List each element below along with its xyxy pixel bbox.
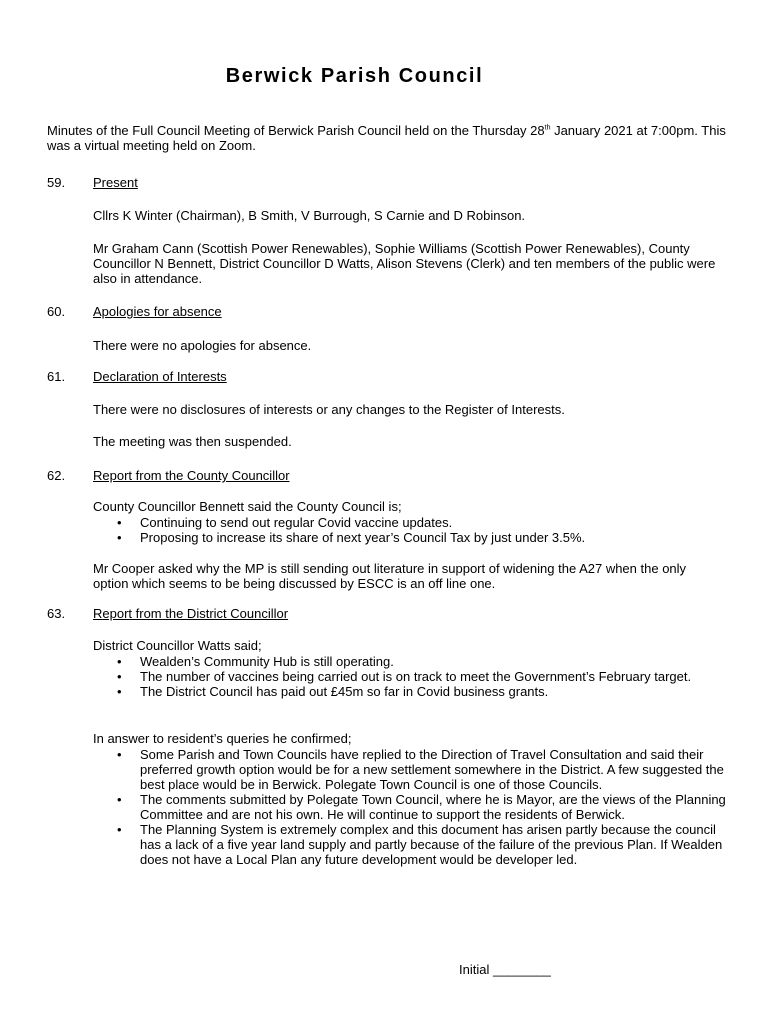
section-intro: District Councillor Watts said; — [93, 638, 262, 653]
intro-superscript: th — [544, 124, 551, 132]
section-heading: Present — [93, 175, 138, 190]
section-number: 59. — [47, 175, 66, 190]
page-title: Berwick Parish Council — [225, 65, 484, 87]
section-heading: Report from the County Councillor — [93, 468, 290, 483]
intro-paragraph — [47, 123, 727, 153]
initial-signature-line: Initial ________ — [459, 962, 551, 977]
bullet-list — [93, 515, 733, 545]
list-item: • Wealden’s Community Hub is still operating. — [93, 654, 713, 669]
section-paragraph: Mr Cooper asked why the MP is still sending out literature in support of widening the A27 when the only option which seems to be being discussed by ESCC is an off line one. — [93, 561, 687, 591]
intro-text: Minutes of the Full Council Meeting of Berwick Parish Council held on the Thursday 28 — [47, 123, 545, 138]
section-paragraph: The meeting was then suspended. — [93, 434, 292, 449]
bullet-list — [93, 654, 713, 699]
section-number: 60. — [47, 304, 66, 319]
section-number: 63. — [47, 606, 66, 621]
list-item: • The number of vaccines being carried out is on track to meet the Government’s February target. — [93, 669, 713, 684]
list-item: • Proposing to increase its share of next year’s Council Tax by just under 3.5%. — [93, 530, 733, 545]
list-item: • Some Parish and Town Councils have replied to the Direction of Travel Consultation and said their preferred growth option would be for a new settlement somewhere in the District. A few suggested the best place would be in Berwick. Polegate Town Council is one of those Councils. — [93, 747, 728, 792]
bullet-list — [93, 747, 728, 867]
list-item: • The comments submitted by Polegate Town Council, where he is Mayor, are the views of the Planning Committee and are not his own. He will continue to support the residents of Berwick. — [93, 792, 728, 822]
section-number: 62. — [47, 468, 66, 483]
list-item: • The Planning System is extremely complex and this document has arisen partly because the council has a lack of a five year land supply and partly because of the failure of the previous Plan. If Wealden does not have a Local Plan any future development would be developer led. — [93, 822, 728, 867]
section-heading: Apologies for absence — [93, 304, 222, 319]
intro-text-continued: January 2021 at 7:00pm. This was a virtual meeting held on Zoom. — [47, 123, 726, 153]
section-paragraph: There were no disclosures of interests or any changes to the Register of Interests. — [93, 402, 565, 417]
section-intro: County Councillor Bennett said the County Council is; — [93, 499, 402, 514]
section-number: 61. — [47, 369, 66, 384]
section-paragraph: Cllrs K Winter (Chairman), B Smith, V Burrough, S Carnie and D Robinson. — [93, 208, 526, 223]
section-paragraph: Mr Graham Cann (Scottish Power Renewables), Sophie Williams (Scottish Power Renewables), County Councillor N Bennett, District Councillor D Watts, Alison Stevens (Clerk) and ten members of the public were also in attendance. — [93, 241, 716, 286]
section-heading: Report from the District Councillor — [93, 606, 289, 621]
section-intro: In answer to resident’s queries he confirmed; — [93, 731, 352, 746]
section-heading: Declaration of Interests — [93, 369, 227, 384]
section-paragraph: There were no apologies for absence. — [93, 338, 312, 353]
list-item: • Continuing to send out regular Covid vaccine updates. — [93, 515, 733, 530]
list-item: • The District Council has paid out £45m so far in Covid business grants. — [93, 684, 713, 699]
